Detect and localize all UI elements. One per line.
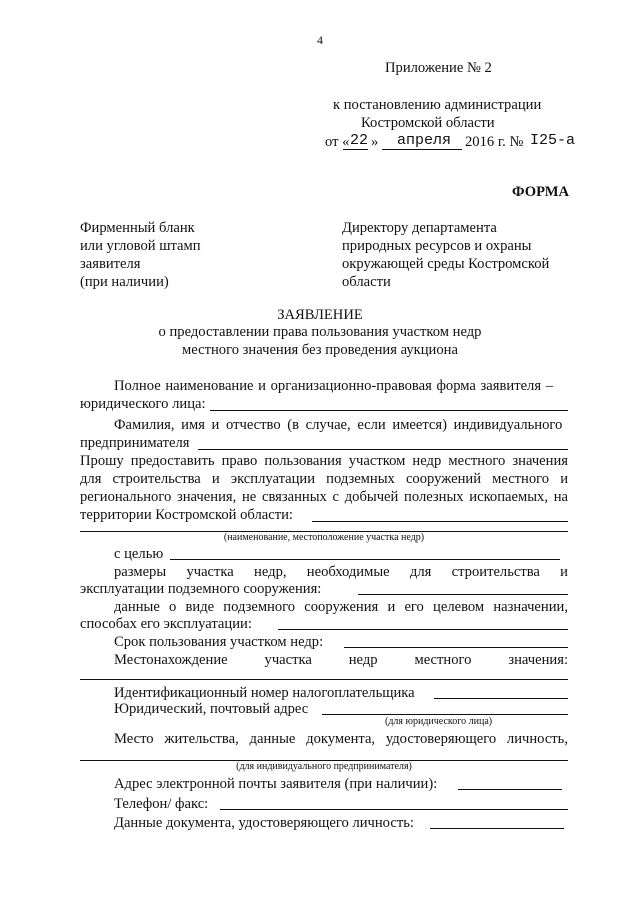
- entrepreneur-name-label-2: предпринимателя: [80, 435, 190, 451]
- applicant-name-field[interactable]: [210, 410, 568, 411]
- appendix-line-1: к постановлению администрации: [333, 97, 542, 113]
- entrepreneur-name-label-1: Фамилия, имя и отчество (в случае, если имеется) индивидуального: [114, 417, 563, 433]
- phone-label: Телефон/ факс:: [114, 796, 209, 812]
- date-day: 22: [350, 132, 369, 149]
- appendix-line-2: Костромской области: [361, 115, 495, 131]
- location-field[interactable]: [80, 679, 568, 680]
- document-subtitle-1: о предоставлении права пользования участком недр: [158, 324, 482, 340]
- request-text-3: регионального значения, не связанных с добычей полезных ископаемых, на: [80, 489, 568, 505]
- stamp-line-1: Фирменный бланк: [80, 220, 195, 236]
- entrepreneur-name-field[interactable]: [198, 449, 568, 450]
- date-mid: »: [371, 134, 379, 150]
- date-prefix: от «: [325, 134, 350, 150]
- residence-label: Место жительства, данные документа, удостоверяющего личность,: [114, 731, 568, 747]
- location-label: Местонахождение участка недр местного значения:: [114, 652, 568, 668]
- plot-size-label-1: размеры участка недр, необходимые для строительства и: [114, 564, 568, 580]
- stamp-line-3: заявителя: [80, 256, 141, 272]
- stamp-line-2: или угловой штамп: [80, 238, 201, 254]
- structure-data-label-2: способах его эксплуатации:: [80, 616, 252, 632]
- structure-data-field[interactable]: [278, 629, 568, 630]
- date-day-underline: [343, 149, 368, 150]
- plot-size-field[interactable]: [358, 594, 568, 595]
- entrepreneur-caption: (для индивидуального предпринимателя): [236, 761, 412, 772]
- term-field[interactable]: [344, 647, 568, 648]
- decree-number: I25-а: [530, 132, 576, 149]
- legal-address-field[interactable]: [322, 714, 568, 715]
- date-month: апреля: [397, 132, 452, 149]
- legal-entity-caption: (для юридического лица): [385, 716, 493, 727]
- plot-size-label-2: эксплуатации подземного сооружения:: [80, 581, 322, 597]
- request-text-1: Прошу предоставить право пользования участком недр местного значения: [80, 453, 568, 469]
- appendix-title: Приложение № 2: [385, 60, 492, 76]
- request-text-4: территории Костромской области:: [80, 507, 293, 523]
- addressee-line-2: природных ресурсов и охраны: [342, 238, 532, 254]
- purpose-label: с целью: [114, 546, 164, 562]
- stamp-line-4: (при наличии): [80, 274, 169, 290]
- date-month-underline: [382, 149, 462, 150]
- page-number: 4: [317, 33, 323, 47]
- territory-field-a[interactable]: [312, 521, 568, 522]
- purpose-field[interactable]: [170, 559, 560, 560]
- inn-label: Идентификационный номер налогоплательщика: [114, 685, 415, 701]
- applicant-name-label-1: Полное наименование и организационно-правовая форма заявителя –: [114, 378, 553, 394]
- id-document-field[interactable]: [430, 828, 564, 829]
- document-title: ЗАЯВЛЕНИЕ: [277, 307, 363, 323]
- legal-address-label: Юридический, почтовый адрес: [114, 701, 309, 717]
- structure-data-label-1: данные о виде подземного сооружения и его целевом назначении,: [114, 599, 568, 615]
- addressee-line-3: окружающей среды Костромской: [342, 256, 550, 272]
- id-document-label: Данные документа, удостоверяющего личность:: [114, 815, 414, 831]
- addressee-line-1: Директору департамента: [342, 220, 497, 236]
- applicant-name-label-2: юридического лица:: [80, 396, 206, 412]
- term-label: Срок пользования участком недр:: [114, 634, 324, 650]
- subsurface-plot-caption: (наименование, местоположение участка недр): [223, 532, 425, 543]
- email-field[interactable]: [458, 789, 562, 790]
- form-label: ФОРМА: [512, 184, 570, 200]
- email-label: Адрес электронной почты заявителя (при наличии):: [114, 776, 438, 792]
- addressee-line-4: области: [342, 274, 391, 290]
- document-subtitle-2: местного значения без проведения аукциона: [182, 342, 458, 358]
- inn-field[interactable]: [434, 698, 568, 699]
- date-year: 2016 г. №: [465, 134, 524, 150]
- phone-field[interactable]: [220, 809, 568, 810]
- request-text-2: для строительства и эксплуатации подземных сооружений местного и: [80, 471, 568, 487]
